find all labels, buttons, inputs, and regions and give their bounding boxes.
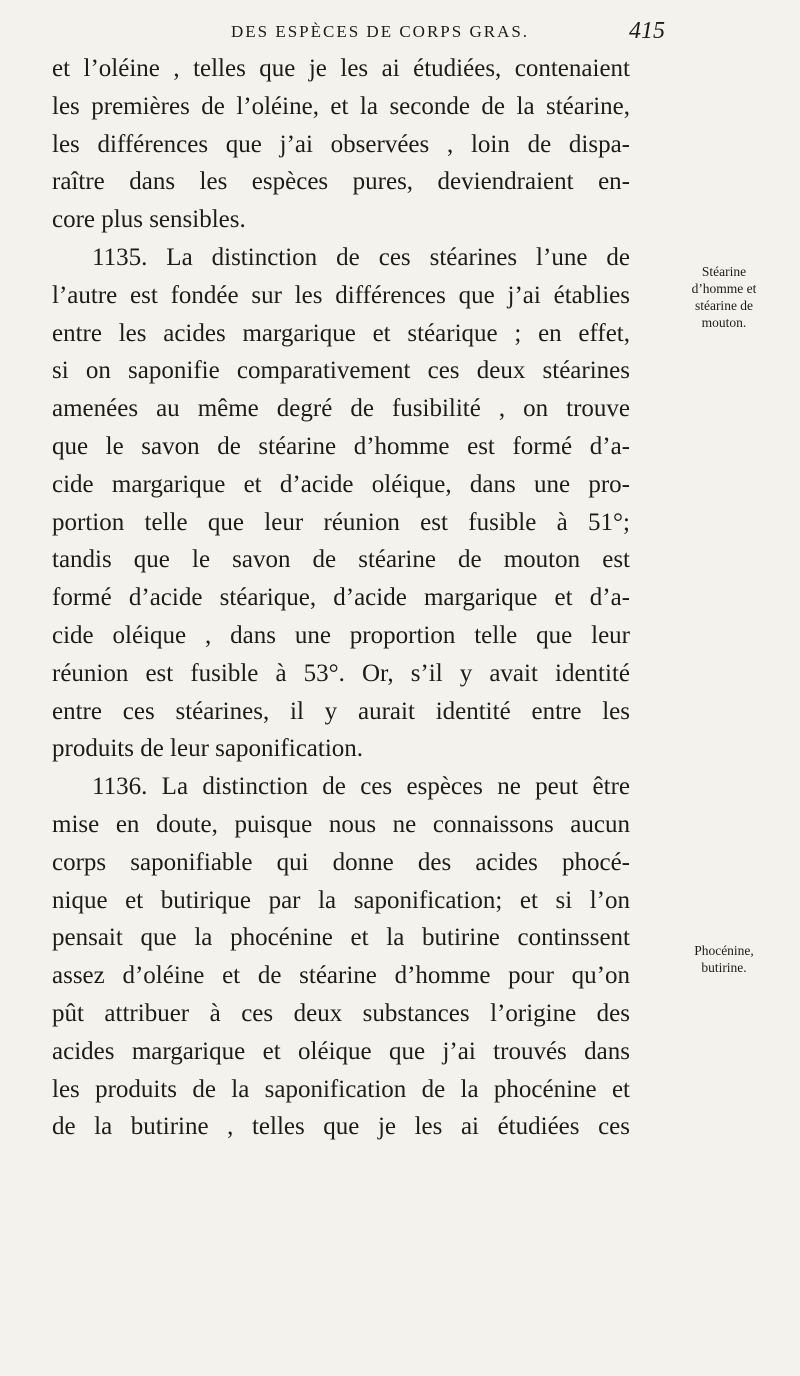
text-line: amenées au même degré de fusibilité , on trouve — [52, 395, 630, 423]
text-line: cide oléique , dans une proportion telle que leur — [52, 621, 630, 649]
text-line: acides margarique et oléique que j’ai trouvés dans — [52, 1037, 630, 1065]
text-line: corps saponifiable qui donne des acides phocé- — [52, 848, 630, 876]
paragraph-1135-start: 1135. La distinction de ces stéarines l’une de — [92, 243, 630, 271]
text-line: et l’oléine , telles que je les ai étudiées, contenaient — [52, 55, 630, 82]
margin-note-line: mouton. — [701, 315, 747, 330]
text-line: nique et butirique par la saponification; et si l’on — [52, 886, 630, 914]
text-line: les différences que j’ai observées , loin de dispa- — [52, 130, 630, 158]
paragraph-1136-start: 1136. La distinction de ces espèces ne peut être — [92, 773, 630, 801]
running-head-title: DES ESPÈCES DE CORPS GRAS. — [230, 22, 530, 41]
text-line: si on saponifie comparativement ces deux stéarines — [52, 357, 630, 385]
margin-note-line: Phocénine, — [694, 943, 754, 958]
text-line: produits de leur saponification. — [52, 735, 364, 763]
text-line: réunion est fusible à 53°. Or, s’il y avait identité — [52, 659, 630, 687]
running-head — [95, 18, 665, 48]
text-line: core plus sensibles. — [52, 206, 246, 234]
margin-note-line: d’homme et — [691, 281, 757, 296]
text-line: raître dans les espèces pures, deviendraient en- — [52, 168, 630, 196]
margin-note-line: Stéarine — [701, 264, 747, 279]
text-line: formé d’acide stéarique, d’acide margarique et d’a- — [52, 584, 630, 612]
text-line: l’autre est fondée sur les différences que j’ai établies — [52, 281, 630, 309]
text-line: de la butirine , telles que je les ai étudiées ces — [52, 1113, 630, 1141]
text-line: assez d’oléine et de stéarine d’homme pour qu’on — [52, 962, 630, 990]
margin-note-line: stéarine de — [694, 298, 754, 313]
margin-note-line: butirine. — [701, 960, 747, 975]
text-line: pensait que la phocénine et la butirine continssent — [52, 924, 630, 952]
text-line: entre les acides margarique et stéarique ; en effet, — [52, 319, 630, 347]
margin-note-phocenine — [648, 942, 800, 976]
text-line: cide margarique et d’acide oléique, dans une pro- — [52, 470, 630, 498]
text-line: tandis que le savon de stéarine de mouton est — [52, 546, 630, 574]
text-line: pût attribuer à ces deux substances l’origine des — [52, 999, 630, 1027]
margin-note-stearine — [648, 263, 800, 331]
body-text — [52, 50, 630, 1146]
text-line: que le savon de stéarine d’homme est formé d’a- — [52, 432, 630, 460]
text-line: les produits de la saponification de la phocénine et — [52, 1075, 630, 1103]
text-line: mise en doute, puisque nous ne connaissons aucun — [52, 810, 630, 838]
page-number: 415 — [629, 18, 665, 44]
text-line: portion telle que leur réunion est fusible à 51°; — [52, 508, 630, 536]
text-line: les premières de l’oléine, et la seconde de la stéarine, — [52, 92, 630, 120]
text-line: entre ces stéarines, il y aurait identité entre les — [52, 697, 630, 725]
